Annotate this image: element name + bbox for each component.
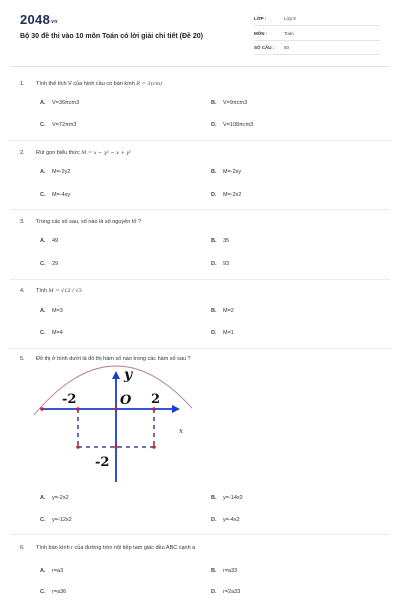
- question-number: 3.: [20, 219, 25, 225]
- option-letter: A.: [40, 308, 46, 314]
- option-text: 93: [223, 261, 230, 267]
- question-separator: [10, 209, 390, 210]
- option-text: M=1: [223, 330, 234, 336]
- option-letter: B.: [211, 100, 217, 106]
- graph-point: [152, 407, 156, 411]
- option-text: r=a33: [223, 568, 238, 574]
- option-text: V=9πcm3: [223, 100, 248, 106]
- option-letter: D.: [211, 517, 217, 523]
- question-number: 2.: [20, 150, 25, 156]
- meta-label: MÔN :: [254, 31, 268, 36]
- origin-label: O: [120, 393, 132, 408]
- option-a[interactable]: [40, 308, 63, 314]
- question-number: 1.: [20, 81, 25, 87]
- question-text: Tính bán kính r của đường tròn nội tiếp tam giác đều ABC cạnh a: [36, 545, 196, 551]
- option-letter: B.: [211, 169, 217, 175]
- tick-label-pos-x: 2: [151, 392, 161, 407]
- option-text: M=-2y2: [52, 169, 71, 175]
- graph-point: [40, 407, 44, 411]
- question-text: Đồ thị ở hình dưới là đồ thị hàm số nào trong các hàm số sau ?: [36, 356, 191, 362]
- option-letter: A.: [40, 169, 46, 175]
- graph-point: [152, 445, 156, 449]
- option-c[interactable]: [40, 192, 70, 198]
- option-letter: C.: [40, 192, 46, 198]
- y-axis-arrow-icon: [112, 371, 120, 379]
- option-text: M=-4xy: [52, 192, 71, 198]
- option-letter: D.: [211, 192, 217, 198]
- option-c[interactable]: [40, 517, 72, 523]
- question-stem: [20, 150, 131, 156]
- option-text: M=3: [52, 308, 63, 314]
- option-b[interactable]: [211, 169, 241, 175]
- option-letter: B.: [211, 308, 217, 314]
- question-stem: [20, 81, 162, 87]
- option-b[interactable]: [211, 568, 237, 574]
- option-text: 29: [52, 261, 59, 267]
- meta-row-subject: [254, 29, 380, 41]
- option-letter: B.: [211, 238, 217, 244]
- option-letter: A.: [40, 100, 46, 106]
- question-separator: [10, 140, 390, 141]
- option-a[interactable]: [40, 568, 63, 574]
- question-stem: [20, 545, 195, 551]
- option-letter: A.: [40, 568, 46, 574]
- option-a[interactable]: [40, 238, 58, 244]
- question-math: M = √12 / √3: [48, 288, 82, 294]
- meta-label: LỚP :: [254, 16, 267, 21]
- option-text: y=-2x2: [52, 495, 69, 501]
- tick-label-neg-x: -2: [62, 392, 77, 407]
- option-text: r=2a33: [223, 589, 241, 595]
- option-text: y=-14x2: [223, 495, 243, 501]
- option-letter: B.: [211, 568, 217, 574]
- question-text: Trong các số sau, số nào là số nguyên tố ?: [36, 219, 141, 225]
- question-text: Tính thể tích V của hình cầu có bán kính: [36, 81, 135, 87]
- option-letter: B.: [211, 495, 217, 501]
- option-b[interactable]: [211, 495, 243, 501]
- option-a[interactable]: [40, 100, 79, 106]
- option-text: 49: [52, 238, 59, 244]
- option-text: V=36πcm3: [52, 100, 80, 106]
- option-text: r=a3: [52, 568, 64, 574]
- option-c[interactable]: [40, 330, 63, 336]
- graph-point: [76, 407, 80, 411]
- page-header: [0, 0, 400, 66]
- option-d[interactable]: [211, 192, 242, 198]
- option-letter: C.: [40, 330, 46, 336]
- question-separator: [10, 348, 390, 349]
- option-text: y=-12x2: [52, 517, 72, 523]
- option-text: M=-2x2: [223, 192, 242, 198]
- question-text: Tính: [36, 288, 48, 294]
- option-letter: A.: [40, 238, 46, 244]
- option-d[interactable]: [211, 517, 240, 523]
- site-logo[interactable]: [20, 12, 58, 27]
- option-d[interactable]: [211, 122, 253, 128]
- option-letter: C.: [40, 261, 46, 267]
- option-text: M=4: [52, 330, 63, 336]
- question-stem: [20, 356, 191, 362]
- option-letter: D.: [211, 589, 217, 595]
- x-axis-label: x: [179, 427, 183, 435]
- meta-value: Lớp 9: [284, 16, 296, 21]
- option-b[interactable]: [211, 238, 229, 244]
- graph-point: [76, 445, 80, 449]
- header-divider: [10, 66, 390, 67]
- option-text: 35: [223, 238, 230, 244]
- option-letter: A.: [40, 495, 46, 501]
- question-math: M = x − y² − x + y²: [81, 150, 132, 156]
- tick-label-neg-y: -2: [95, 455, 110, 470]
- option-d[interactable]: [211, 330, 234, 336]
- option-letter: D.: [211, 122, 217, 128]
- option-b[interactable]: [211, 308, 234, 314]
- option-letter: D.: [211, 261, 217, 267]
- option-c[interactable]: [40, 261, 58, 267]
- meta-value: Toán: [284, 31, 294, 36]
- option-text: V=108πcm3: [223, 122, 254, 128]
- option-letter: C.: [40, 517, 46, 523]
- question-separator: [10, 534, 390, 535]
- exam-title: Bộ 30 đề thi vào 10 môn Toán có lời giải chi tiết (Đề 20): [20, 33, 203, 40]
- meta-row-count: [254, 43, 380, 55]
- meta-label: SỐ CÂU :: [254, 45, 275, 50]
- logo-text: 2048: [20, 12, 51, 27]
- meta-value: 50: [284, 45, 290, 50]
- option-text: y=-4x2: [223, 517, 240, 523]
- question-stem: [20, 219, 141, 225]
- option-text: M=-2xy: [223, 169, 242, 175]
- option-letter: C.: [40, 122, 46, 128]
- question-stem: [20, 288, 82, 294]
- graph-point: [114, 407, 118, 411]
- option-d[interactable]: [211, 589, 240, 595]
- option-text: M=2: [223, 308, 234, 314]
- parabola-graph: [20, 363, 192, 483]
- question-text: Rút gọn biểu thức: [36, 150, 80, 156]
- option-a[interactable]: [40, 495, 69, 501]
- option-c[interactable]: [40, 122, 76, 128]
- question-number: 4.: [20, 288, 25, 294]
- parabola-curve: [34, 366, 192, 415]
- option-text: r=a36: [52, 589, 67, 595]
- x-axis-arrow-icon: [172, 405, 180, 413]
- option-b[interactable]: [211, 100, 247, 106]
- option-a[interactable]: [40, 169, 71, 175]
- question-separator: [10, 279, 390, 280]
- logo-suffix: vn: [51, 19, 58, 25]
- option-text: V=72πm3: [52, 122, 77, 128]
- meta-row-class: [254, 14, 380, 26]
- option-c[interactable]: [40, 589, 66, 595]
- option-d[interactable]: [211, 261, 229, 267]
- question-math: R = 3(cm): [136, 81, 163, 87]
- question-number: 6.: [20, 545, 25, 551]
- option-letter: C.: [40, 589, 46, 595]
- graph-point: [114, 445, 118, 449]
- y-axis-label: y: [124, 367, 133, 383]
- question-number: 5.: [20, 356, 25, 362]
- option-letter: D.: [211, 330, 217, 336]
